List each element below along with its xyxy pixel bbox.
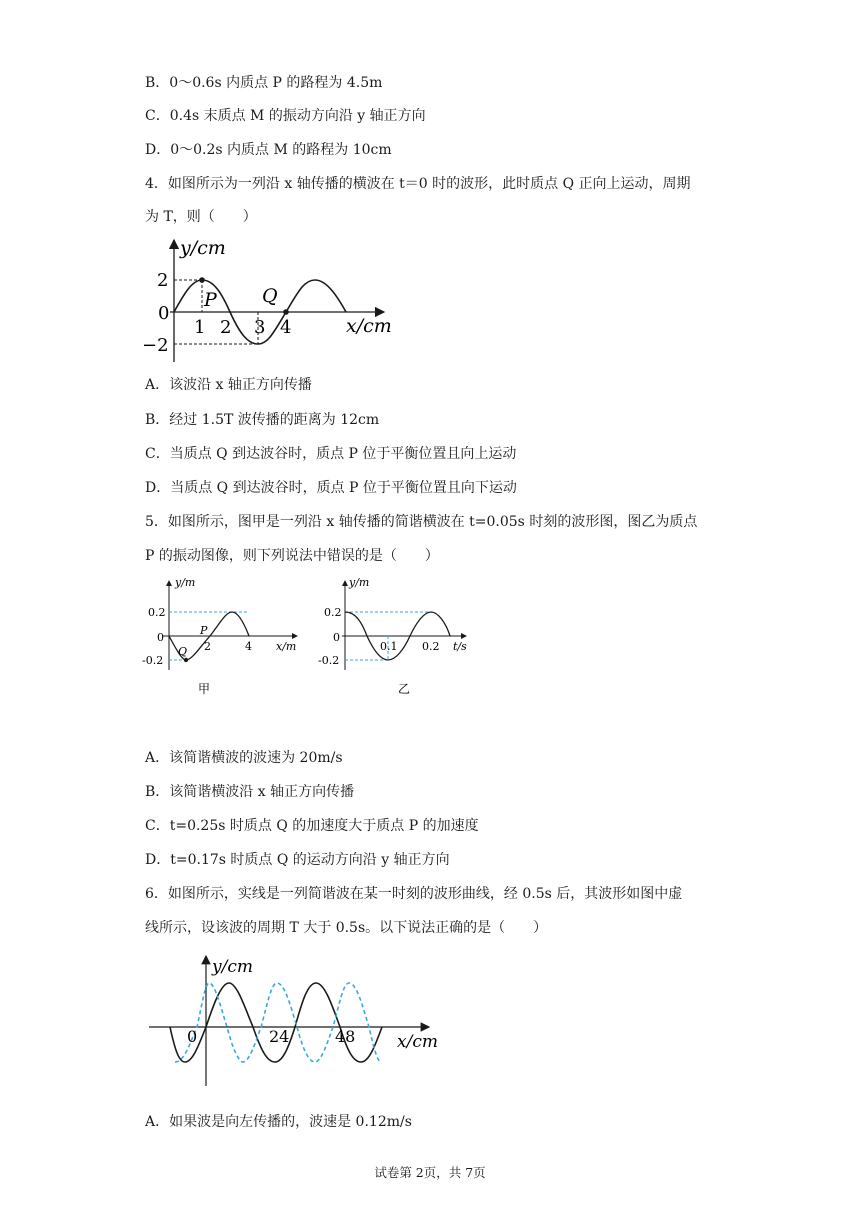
svg-text:-0.2: -0.2 [142, 654, 164, 667]
q5-stem-line2: P 的振动图像，则下列说法中错误的是（ ） [145, 548, 439, 564]
svg-text:0.2: 0.2 [422, 640, 440, 653]
svg-text:0.2: 0.2 [324, 606, 342, 619]
svg-text:P: P [200, 624, 208, 637]
q6-wave-figure [145, 950, 445, 1090]
q6-stem-line1: 6．如图所示，实线是一列简谐波在某一时刻的波形曲线，经 0.5s 后，其波形如图中虚 [145, 886, 683, 902]
q4-ytick-2: 2 [157, 270, 169, 291]
svg-text:y/m: y/m [349, 576, 370, 589]
q4-option-a: A．该波沿 x 轴正方向传播 [145, 377, 312, 393]
svg-text:0: 0 [157, 631, 164, 644]
q4-x-label: x/cm [346, 315, 392, 337]
svg-text:-0.2: -0.2 [318, 654, 340, 667]
q4-option-c: C．当质点 Q 到达波谷时，质点 P 位于平衡位置且向上运动 [145, 446, 517, 462]
q5-figure-yi [318, 575, 478, 705]
q5-option-b: B．该简谐横波沿 x 轴正方向传播 [145, 784, 355, 800]
q5-figure-jia [140, 575, 305, 705]
page-footer: 试卷第 2页，共 7页 [374, 1165, 486, 1180]
q4-point-p-dot [199, 277, 205, 283]
svg-text:2: 2 [204, 640, 211, 653]
q5-option-c: C．t=0.25s 时质点 Q 的加速度大于质点 P 的加速度 [145, 818, 479, 834]
svg-text:0.1: 0.1 [380, 640, 398, 653]
q6-solid-wave [170, 983, 382, 1062]
q5-stem-line1: 5．如图所示，图甲是一列沿 x 轴传播的简谐横波在 t=0.05s 时刻的波形图，图乙为质点 [145, 514, 698, 530]
q5-option-a: A．该简谐横波的波速为 20m/s [145, 750, 343, 766]
q4-point-p-label: P [204, 289, 217, 311]
q4-xtick-3: 3 [254, 317, 266, 338]
svg-text:4: 4 [245, 640, 252, 653]
q4-point-q-label: Q [262, 285, 278, 307]
svg-text:0: 0 [187, 1027, 198, 1046]
svg-text:0.2: 0.2 [148, 606, 166, 619]
q3-option-d: D．0～0.2s 内质点 M 的路程为 10cm [145, 142, 392, 158]
q4-stem-line2: 为 T，则（ ） [145, 209, 257, 225]
q5-option-d: D．t=0.17s 时质点 Q 的运动方向沿 y 轴正方向 [145, 852, 450, 868]
q4-ytick-neg2: −2 [142, 335, 169, 356]
q4-xtick-1: 1 [194, 317, 206, 338]
svg-text:y/cm: y/cm [212, 957, 253, 977]
svg-text:48: 48 [335, 1027, 356, 1046]
q5-caption-yi: 乙 [398, 682, 411, 696]
q4-option-d: D．当质点 Q 到达波谷时，质点 P 位于平衡位置且向下运动 [145, 480, 517, 496]
q4-xtick-4: 4 [280, 317, 292, 338]
svg-text:y/m: y/m [175, 576, 196, 589]
q4-xtick-2: 2 [220, 317, 232, 338]
q4-point-q-dot [283, 309, 289, 315]
q4-wave-figure [140, 232, 400, 367]
svg-text:24: 24 [269, 1027, 290, 1046]
svg-text:x/m: x/m [276, 640, 297, 653]
q4-option-b: B．经过 1.5T 波传播的距离为 12cm [145, 412, 380, 428]
q4-stem-line1: 4．如图所示为一列沿 x 轴传播的横波在 t＝0 时的波形，此时质点 Q 正向上运动，周期 [145, 176, 691, 192]
q3-option-c: C．0.4s 末质点 M 的振动方向沿 y 轴正方向 [145, 108, 426, 124]
q3-option-b: B．0～0.6s 内质点 P 的路程为 4.5m [145, 75, 383, 91]
svg-text:0: 0 [333, 631, 340, 644]
q4-ytick-0: 0 [158, 303, 170, 324]
svg-text:Q: Q [178, 645, 188, 658]
q5-caption-jia: 甲 [198, 682, 211, 696]
q6-stem-line2: 线所示，设该波的周期 T 大于 0.5s。以下说法正确的是（ ） [145, 920, 548, 936]
q6-option-a: A．如果波是向左传播的，波速是 0.12m/s [145, 1114, 412, 1130]
q4-y-label: y/cm [180, 237, 226, 259]
svg-text:x/cm: x/cm [397, 1032, 438, 1052]
svg-text:t/s: t/s [453, 640, 467, 653]
